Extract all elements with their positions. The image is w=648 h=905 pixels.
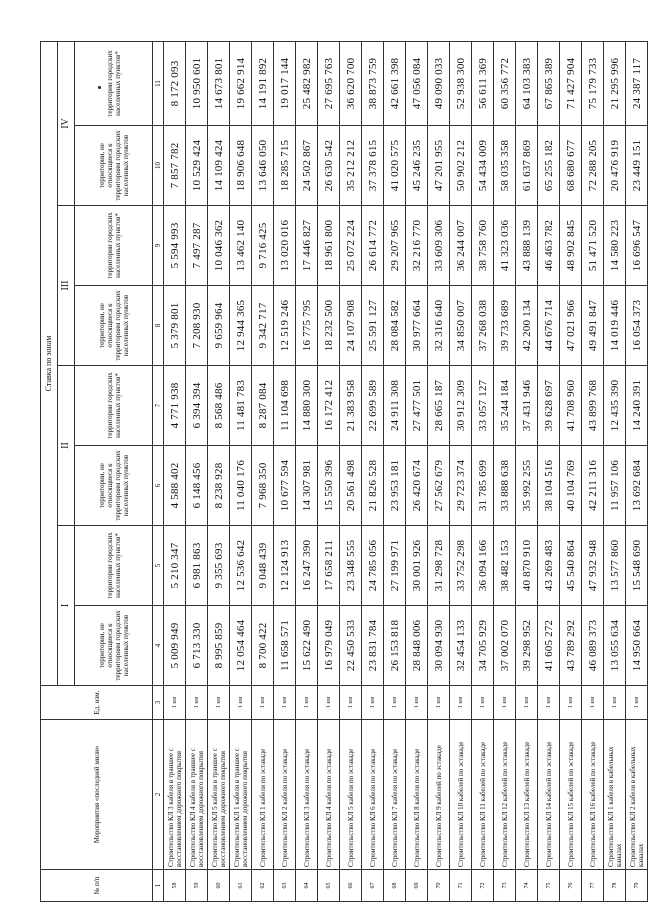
row-number: 78: [604, 870, 626, 902]
column-number: 11: [153, 41, 164, 125]
rate-value: 10 677 594: [274, 446, 296, 526]
rate-value: 7 208 930: [186, 286, 208, 366]
row-event-name: Строительство КЛ 1 кабеля по эстакаде: [252, 720, 274, 870]
row-unit: 1 км: [362, 686, 384, 720]
rate-value: 14 109 424: [208, 126, 230, 206]
table-body: [164, 41, 648, 901]
row-unit: 1 км: [406, 686, 428, 720]
rate-value: 24 911 308: [384, 366, 406, 446]
rate-value: 48 902 845: [560, 206, 582, 286]
rate-value: 30 001 926: [406, 526, 428, 606]
rate-value: 30 977 664: [406, 286, 428, 366]
rate-value: 35 212 212: [340, 126, 362, 206]
table-row: [450, 41, 472, 901]
rate-value: 18 961 800: [318, 206, 340, 286]
rate-value: 26 420 674: [406, 446, 428, 526]
table-row: [582, 41, 604, 901]
row-event-name: Строительство КЛ 1 кабеля в траншее с восстановлением дорожного покрытия: [230, 720, 252, 870]
rate-value: 21 826 528: [362, 446, 384, 526]
rate-value: 5 379 801: [164, 286, 186, 366]
rate-value: 12 519 246: [274, 286, 296, 366]
rate-value: 22 699 589: [362, 366, 384, 446]
rate-value: 30 912 309: [450, 366, 472, 446]
rate-value: 5 594 993: [164, 206, 186, 286]
table-row: [384, 41, 406, 901]
rate-value: 40 870 910: [516, 526, 538, 606]
table-row: [604, 41, 626, 901]
rate-value: 19 662 914: [230, 41, 252, 125]
rate-value: 44 676 714: [538, 286, 560, 366]
row-number: 71: [450, 870, 472, 902]
rate-value: 18 232 500: [318, 286, 340, 366]
rate-value: 12 054 464: [230, 606, 252, 686]
rate-value: 21 383 958: [340, 366, 362, 446]
rate-value: 7 968 350: [252, 446, 274, 526]
rate-value: 20 561 498: [340, 446, 362, 526]
rate-value: 27 562 679: [428, 446, 450, 526]
row-number: 64: [296, 870, 318, 902]
row-unit: 1 км: [230, 686, 252, 720]
rate-value: 39 628 697: [538, 366, 560, 446]
rate-value: 35 992 255: [516, 446, 538, 526]
rate-value: 65 255 182: [538, 126, 560, 206]
table-row: [560, 41, 582, 901]
header-sub-a: территории, не относящиеся к территориям городских населенных пунктов: [75, 286, 153, 366]
rate-value: 56 611 369: [472, 41, 494, 125]
rate-value: 58 035 358: [494, 126, 516, 206]
rate-value: 25 072 224: [340, 206, 362, 286]
header-sub-a: территории, не относящиеся к территориям городских населенных пунктов: [75, 126, 153, 206]
rate-value: 43 888 139: [516, 206, 538, 286]
table-row: [252, 41, 274, 901]
rate-value: 10 529 424: [186, 126, 208, 206]
rate-value: 24 785 056: [362, 526, 384, 606]
row-number: 69: [406, 870, 428, 902]
rate-value: 4 588 402: [164, 446, 186, 526]
row-event-name: Строительство КЛ 15 кабелей по эстакаде: [560, 720, 582, 870]
row-event-name: Строительство КЛ 14 кабелей по эстакаде: [538, 720, 560, 870]
rate-value: 37 431 946: [516, 366, 538, 446]
row-number: 61: [230, 870, 252, 902]
rate-value: 11 481 783: [230, 366, 252, 446]
rate-value: 33 609 306: [428, 206, 450, 286]
row-event-name: Строительство КЛ 12 кабелей по эстакаде: [494, 720, 516, 870]
row-unit: 1 км: [516, 686, 538, 720]
rate-value: 67 865 389: [538, 41, 560, 125]
rate-value: 25 482 982: [296, 41, 318, 125]
column-number: 3: [153, 686, 164, 720]
table-row: [494, 41, 516, 901]
rate-value: 11 040 176: [230, 446, 252, 526]
rate-value: 7 497 287: [186, 206, 208, 286]
row-number: 62: [252, 870, 274, 902]
table-row: [516, 41, 538, 901]
table-row: [472, 41, 494, 901]
rate-value: 33 752 298: [450, 526, 472, 606]
rate-value: 23 348 555: [340, 526, 362, 606]
rate-value: 46 463 782: [538, 206, 560, 286]
header-sub-a: территории, не относящиеся к территориям городских населенных пунктов: [75, 446, 153, 526]
rate-value: 8 287 084: [252, 366, 274, 446]
row-unit: 1 км: [494, 686, 516, 720]
rate-value: 16 172 412: [318, 366, 340, 446]
row-number: 72: [472, 870, 494, 902]
header-group: Ставка по зонам: [41, 41, 58, 685]
row-event-name: Строительство КЛ 3 кабеля в траншее с восстановлением дорожного покрытия: [164, 720, 186, 870]
rate-value: 52 938 300: [450, 41, 472, 125]
rate-value: 16 054 373: [626, 286, 648, 366]
row-unit: 1 км: [252, 686, 274, 720]
table-row: [296, 41, 318, 901]
row-event-name: Строительство КЛ 4 кабеля в траншее с восстановлением дорожного покрытия: [186, 720, 208, 870]
row-event-name: Строительство КЛ 3 кабеля по эстакаде: [296, 720, 318, 870]
row-event-name: Строительство КЛ 16 кабелей по эстакаде: [582, 720, 604, 870]
rate-value: 49 090 033: [428, 41, 450, 125]
rate-value: 8 700 422: [252, 606, 274, 686]
rate-value: 75 179 733: [582, 41, 604, 125]
rate-value: 28 848 006: [406, 606, 428, 686]
rate-value: 18 906 648: [230, 126, 252, 206]
rate-value: 14 580 223: [604, 206, 626, 286]
row-unit: 1 км: [450, 686, 472, 720]
row-number: 66: [340, 870, 362, 902]
rate-value: 61 637 869: [516, 126, 538, 206]
rate-value: 16 696 547: [626, 206, 648, 286]
row-number: 77: [582, 870, 604, 902]
rate-value: 37 378 615: [362, 126, 384, 206]
rate-value: 45 540 864: [560, 526, 582, 606]
rate-value: 24 387 117: [626, 41, 648, 125]
rate-value: 36 094 166: [472, 526, 494, 606]
rate-value: 31 785 699: [472, 446, 494, 526]
row-unit: 1 км: [472, 686, 494, 720]
row-number: 58: [164, 870, 186, 902]
rate-value: 29 207 965: [384, 206, 406, 286]
row-number: 76: [560, 870, 582, 902]
rate-value: 9 342 717: [252, 286, 274, 366]
header-sub-a: территории, не относящиеся к территориям городских населенных пунктов: [75, 606, 153, 686]
row-unit: 1 км: [582, 686, 604, 720]
column-number: 7: [153, 366, 164, 446]
header-zone-3: III: [58, 206, 75, 366]
rate-value: 30 094 930: [428, 606, 450, 686]
table-row: [208, 41, 230, 901]
column-number: 9: [153, 206, 164, 286]
rate-value: 14 019 446: [604, 286, 626, 366]
rate-value: 9 048 439: [252, 526, 274, 606]
header-zone-4: IV: [58, 41, 75, 205]
rate-value: 8 995 859: [208, 606, 230, 686]
row-unit: 1 км: [538, 686, 560, 720]
rate-value: 41 020 575: [384, 126, 406, 206]
rate-value: 47 932 948: [582, 526, 604, 606]
rate-value: 50 902 212: [450, 126, 472, 206]
rate-value: 47 021 966: [560, 286, 582, 366]
row-unit: 1 км: [208, 686, 230, 720]
column-number: 6: [153, 446, 164, 526]
rate-value: 24 502 867: [296, 126, 318, 206]
header-zone-2: II: [58, 366, 75, 526]
table-row: [186, 41, 208, 901]
rate-value: 24 107 908: [340, 286, 362, 366]
rate-value: 8 172 093: [164, 41, 186, 125]
rate-value: 7 857 782: [164, 126, 186, 206]
column-number: 2: [153, 720, 164, 870]
table-row: [538, 41, 560, 901]
row-number: 70: [428, 870, 450, 902]
rate-value: 33 888 638: [494, 446, 516, 526]
rate-value: 38 873 759: [362, 41, 384, 125]
rate-value: 32 216 770: [406, 206, 428, 286]
rate-value: 4 771 938: [164, 366, 186, 446]
rate-value: 14 673 801: [208, 41, 230, 125]
rate-value: 71 427 904: [560, 41, 582, 125]
rate-value: 49 491 847: [582, 286, 604, 366]
row-unit: 1 км: [626, 686, 648, 720]
row-number: 73: [494, 870, 516, 902]
row-unit: 1 км: [296, 686, 318, 720]
rate-value: 27 199 971: [384, 526, 406, 606]
rate-value: 39 298 952: [516, 606, 538, 686]
rate-value: 23 831 784: [362, 606, 384, 686]
row-unit: 1 км: [604, 686, 626, 720]
header-sub-b: территории городских населенных пунктов*: [75, 41, 153, 125]
rate-value: 41 708 960: [560, 366, 582, 446]
table-row: [406, 41, 428, 901]
rate-value: 15 550 396: [318, 446, 340, 526]
row-event-name: Строительство КЛ 2 кабеля в кабельных каналах: [626, 720, 648, 870]
rate-value: 41 605 272: [538, 606, 560, 686]
rate-value: 32 316 640: [428, 286, 450, 366]
rate-value: 38 482 153: [494, 526, 516, 606]
row-unit: 1 км: [428, 686, 450, 720]
rate-value: 19 017 144: [274, 41, 296, 125]
rate-value: 42 200 134: [516, 286, 538, 366]
rate-value: 23 953 181: [384, 446, 406, 526]
rate-value: 8 568 486: [208, 366, 230, 446]
rate-value: 11 957 106: [604, 446, 626, 526]
row-number: 63: [274, 870, 296, 902]
rate-value: 35 244 184: [494, 366, 516, 446]
rate-value: 40 104 769: [560, 446, 582, 526]
row-event-name: Строительство КЛ 2 кабеля по эстакаде: [274, 720, 296, 870]
row-number: 60: [208, 870, 230, 902]
rate-value: 38 758 760: [472, 206, 494, 286]
rate-value: 17 658 211: [318, 526, 340, 606]
row-unit: 1 км: [384, 686, 406, 720]
rate-value: 18 285 715: [274, 126, 296, 206]
rate-value: 33 057 127: [472, 366, 494, 446]
row-number: 67: [362, 870, 384, 902]
row-unit: 1 км: [274, 686, 296, 720]
rate-value: 6 713 330: [186, 606, 208, 686]
rate-value: 13 055 634: [604, 606, 626, 686]
rate-value: 32 454 133: [450, 606, 472, 686]
header-sub-b: территории городских населенных пунктов*: [75, 206, 153, 286]
rate-value: 38 104 516: [538, 446, 560, 526]
rate-value: 21 295 996: [604, 41, 626, 125]
header-sub-b: территории городских населенных пунктов*: [75, 366, 153, 446]
row-number: 65: [318, 870, 340, 902]
rate-value: 16 979 049: [318, 606, 340, 686]
rate-value: 6 981 863: [186, 526, 208, 606]
rate-value: 26 153 818: [384, 606, 406, 686]
rate-value: 60 356 772: [494, 41, 516, 125]
table-row: [274, 41, 296, 901]
rate-value: 12 124 913: [274, 526, 296, 606]
header-num: № п/п: [41, 870, 153, 902]
rate-value: 68 680 677: [560, 126, 582, 206]
row-event-name: Строительство КЛ 6 кабеля по эстакаде: [362, 720, 384, 870]
rate-value: 51 471 520: [582, 206, 604, 286]
rate-value: 46 089 373: [582, 606, 604, 686]
column-number-row: [153, 41, 164, 901]
rotated-table-region: [40, 42, 645, 902]
rate-value: 5 210 347: [164, 526, 186, 606]
table-row: [362, 41, 384, 901]
rate-value: 10 950 601: [186, 41, 208, 125]
rate-value: 39 733 689: [494, 286, 516, 366]
table-row: [230, 41, 252, 901]
column-number: 5: [153, 526, 164, 606]
rate-value: 45 246 235: [406, 126, 428, 206]
rate-value: 6 394 394: [186, 366, 208, 446]
rate-value: 14 240 391: [626, 366, 648, 446]
row-number: 74: [516, 870, 538, 902]
column-number: 8: [153, 286, 164, 366]
column-number: 1: [153, 870, 164, 902]
rate-value: 27 695 763: [318, 41, 340, 125]
row-event-name: Строительство КЛ 13 кабелей по эстакаде: [516, 720, 538, 870]
rate-value: 25 591 127: [362, 286, 384, 366]
table-row: [164, 41, 186, 901]
row-unit: 1 км: [164, 686, 186, 720]
table-row: [428, 41, 450, 901]
row-number: 59: [186, 870, 208, 902]
rate-value: 72 288 205: [582, 126, 604, 206]
rate-value: 42 661 398: [384, 41, 406, 125]
row-event-name: Строительство КЛ 5 кабеля по эстакаде: [340, 720, 362, 870]
row-event-name: Строительство КЛ 10 кабелей по эстакаде: [450, 720, 472, 870]
row-event-name: Строительство КЛ 4 кабеля по эстакаде: [318, 720, 340, 870]
scan-speck: [98, 86, 101, 89]
rate-value: 36 620 700: [340, 41, 362, 125]
rate-value: 14 191 892: [252, 41, 274, 125]
rate-value: 17 446 827: [296, 206, 318, 286]
row-unit: 1 км: [560, 686, 582, 720]
rate-value: 6 148 456: [186, 446, 208, 526]
rate-value: 36 244 007: [450, 206, 472, 286]
rate-value: 31 298 728: [428, 526, 450, 606]
rate-value: 13 646 050: [252, 126, 274, 206]
rate-value: 13 020 016: [274, 206, 296, 286]
rate-value: 41 323 036: [494, 206, 516, 286]
rate-value: 64 103 383: [516, 41, 538, 125]
rate-value: 16 247 390: [296, 526, 318, 606]
rate-value: 13 462 140: [230, 206, 252, 286]
rate-value: 14 307 981: [296, 446, 318, 526]
table-row: [340, 41, 362, 901]
rate-value: 20 476 919: [604, 126, 626, 206]
rate-value: 22 450 533: [340, 606, 362, 686]
rate-value: 10 046 362: [208, 206, 230, 286]
rates-table: [40, 41, 648, 902]
rate-value: 8 238 928: [208, 446, 230, 526]
row-unit: 1 км: [340, 686, 362, 720]
rate-value: 15 548 690: [626, 526, 648, 606]
rate-value: 28 665 187: [428, 366, 450, 446]
row-number: 75: [538, 870, 560, 902]
row-event-name: Строительство КЛ 1 кабеля в кабельных каналах: [604, 720, 626, 870]
rate-value: 11 104 698: [274, 366, 296, 446]
rate-value: 37 268 038: [472, 286, 494, 366]
table-row: [626, 41, 648, 901]
row-unit: 1 км: [318, 686, 340, 720]
rate-value: 11 658 571: [274, 606, 296, 686]
row-unit: 1 км: [186, 686, 208, 720]
rate-value: 27 477 501: [406, 366, 428, 446]
rate-value: 37 002 070: [494, 606, 516, 686]
rate-value: 9 716 425: [252, 206, 274, 286]
row-event-name: Строительство КЛ 7 кабеля по эстакаде: [384, 720, 406, 870]
rate-value: 13 692 684: [626, 446, 648, 526]
rate-value: 43 899 768: [582, 366, 604, 446]
column-number: 10: [153, 126, 164, 206]
rate-value: 12 435 390: [604, 366, 626, 446]
column-number: 4: [153, 606, 164, 686]
header-event: Мероприятия «последней мили»: [41, 720, 153, 870]
rate-value: 12 536 642: [230, 526, 252, 606]
rate-value: 47 056 084: [406, 41, 428, 125]
rate-value: 26 614 772: [362, 206, 384, 286]
rate-value: 16 775 795: [296, 286, 318, 366]
row-event-name: Строительство КЛ 5 кабеля в траншее с восстановлением дорожного покрытия: [208, 720, 230, 870]
rate-value: 34 705 929: [472, 606, 494, 686]
rate-value: 14 880 300: [296, 366, 318, 446]
rate-value: 5 009 949: [164, 606, 186, 686]
rate-value: 28 084 582: [384, 286, 406, 366]
rate-value: 43 269 483: [538, 526, 560, 606]
table-row: [318, 41, 340, 901]
row-event-name: Строительство КЛ 9 кабелей по эстакаде: [428, 720, 450, 870]
row-event-name: Строительство КЛ 11 кабелей по эстакаде: [472, 720, 494, 870]
rate-value: 42 211 316: [582, 446, 604, 526]
rate-value: 34 850 007: [450, 286, 472, 366]
header-sub-b: территории городских населенных пунктов*: [75, 526, 153, 606]
row-number: 79: [626, 870, 648, 902]
rate-value: 14 950 664: [626, 606, 648, 686]
rate-value: 26 630 542: [318, 126, 340, 206]
rate-value: 12 944 365: [230, 286, 252, 366]
rate-value: 9 355 693: [208, 526, 230, 606]
row-number: 68: [384, 870, 406, 902]
header-zone-1: I: [58, 526, 75, 686]
row-event-name: Строительство КЛ 8 кабеля по эстакаде: [406, 720, 428, 870]
rate-value: 54 434 009: [472, 126, 494, 206]
rate-value: 15 622 490: [296, 606, 318, 686]
rate-value: 9 659 964: [208, 286, 230, 366]
rate-value: 47 201 955: [428, 126, 450, 206]
rate-value: 29 723 374: [450, 446, 472, 526]
rate-value: 23 449 151: [626, 126, 648, 206]
rate-value: 43 789 292: [560, 606, 582, 686]
header-unit: Ед. изм.: [41, 686, 153, 720]
rate-value: 13 577 860: [604, 526, 626, 606]
